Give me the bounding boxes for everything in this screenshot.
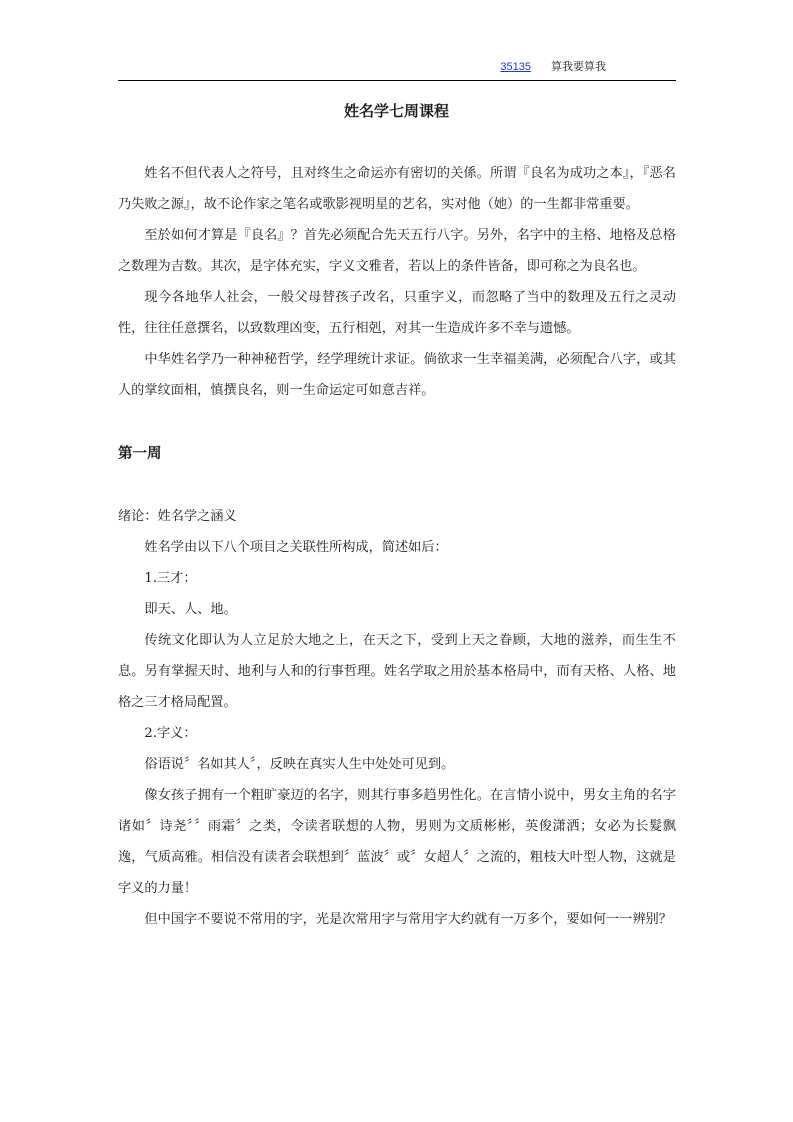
header-content (500, 58, 606, 74)
header-site-text: 算我要算我 (551, 60, 606, 73)
item1-title: 1.三才： (144, 571, 197, 586)
item1-body: 传统文化即认为人立足於大地之上，在天之下，受到上天之眷顾，大地的滋养，而生生不息。另有掌握天时、地利与人和的行事哲理。姓名学取之用於基本格局中，而有天格、人格、地格之三才格局配置。 (118, 633, 676, 710)
item2-body-2: 但中国字不要说不常用的字，光是次常用字与常用字大约就有一万多个，要如何一一辨别？ (144, 912, 672, 927)
intro-paragraph-1: 姓名不但代表人之符号，且对终生之命运亦有密切的关係。所谓『良名为成功之本』，『恶名乃失败之源』，故不论作家之笔名或歌影视明星的艺名，实对他（她）的一生都非常重要。 (118, 166, 676, 212)
document-title: 姓名学七周课程 (343, 102, 449, 120)
document-body (118, 158, 676, 935)
week1-heading: 第一周 (118, 446, 162, 462)
item2-title: 2.字义： (144, 726, 197, 741)
item2-body: 像女孩子拥有一个粗旷豪迈的名字，则其行事多趋男性化。在言情小说中，男女主角的名字诸如〞诗尧〞〞雨霜〞之类，令读者联想的人物，男则为文质彬彬，英俊潇洒；女必为长髮飘逸，气质高雅。相信没有读者会联想到〞蓝波〞或〞女超人〞之流的，粗枝大叶型人物，这就是字义的力量！ (118, 788, 676, 896)
page-header (118, 56, 676, 81)
intro-paragraph-4: 中华姓名学乃一种神秘哲学，经学理统计求证。倘欲求一生幸福美满，必须配合八字，或其人的掌纹面相，慎撰良名，则一生命运定可如意吉祥。 (118, 352, 676, 398)
intro-paragraph-2: 至於如何才算是『良名』？首先必须配合先天五行八字。另外，名字中的主格、地格及总格之数理为吉数。其次，是字体充实，字义文雅者，若以上的条件皆备，即可称之为良名也。 (118, 228, 676, 274)
item2-line: 俗语说〞名如其人〞，反映在真实人生中处处可见到。 (144, 757, 455, 772)
intro-paragraph-3: 现今各地华人社会，一般父母替孩子改名，只重字义，而忽略了当中的数理及五行之灵动性，往往任意撰名，以致数理凶变，五行相剋，对其一生造成许多不幸与遗憾。 (118, 290, 676, 336)
item1-line: 即天、人、地。 (144, 602, 237, 617)
week1-subheading: 绪论：姓名学之涵义 (118, 509, 237, 524)
header-link[interactable]: 35135 (500, 61, 531, 73)
week1-lead: 姓名学由以下八个项目之关联性所构成，简述如后： (144, 540, 448, 555)
